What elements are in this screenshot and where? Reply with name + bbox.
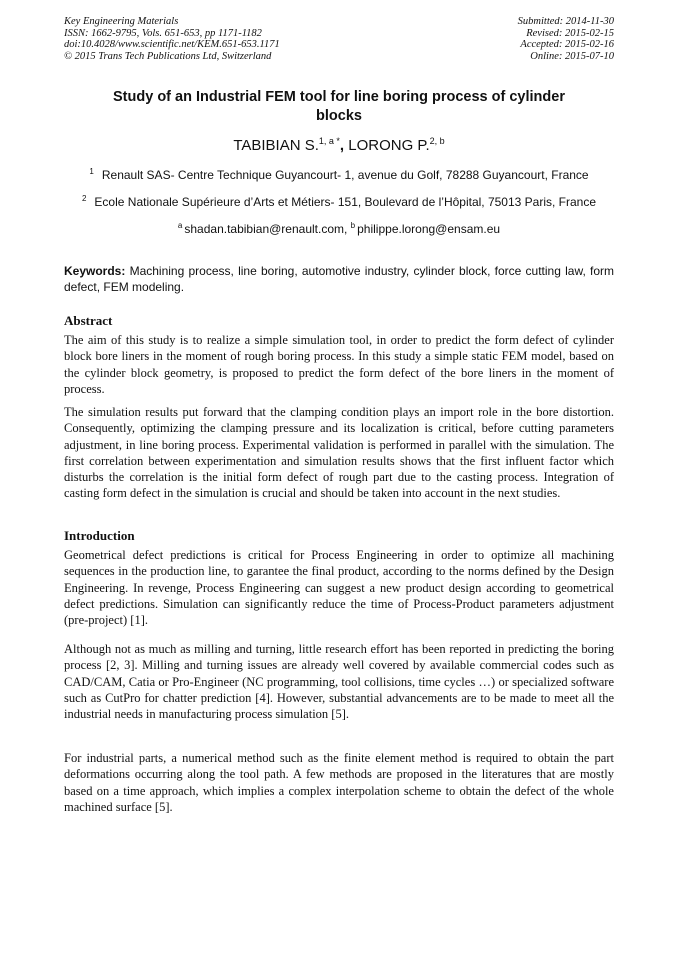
journal-info bbox=[64, 16, 280, 62]
author-separator: , bbox=[339, 137, 349, 154]
introduction-paragraph-2: Although not as much as milling and turning, little research effort has been reported in predicting the boring process [2, 3]. Milling and turning issues are already well covered by available commercial codes such as CAD/CAM, Catia or Pro-Engineer (NC programming, tool collisions, time cycles …) or specialized software such as CutPro for chatter prediction [4]. However, substantial advancements are to be made to meet all the industrial needs in manufacturing process simulation [5]. bbox=[64, 642, 614, 722]
title-line-2: blocks bbox=[316, 108, 362, 124]
affiliation-2 bbox=[64, 195, 614, 210]
email-b-marker: b bbox=[350, 221, 356, 230]
abstract-heading: Abstract bbox=[64, 313, 113, 328]
author-2: LORONG P. bbox=[348, 137, 430, 154]
author-1-affiliation-marker: 1, a * bbox=[318, 136, 340, 146]
introduction-paragraph-1: Geometrical defect predictions is critical for Process Engineering in order to optimize all machining sequences in the production line, to garantee the final product, according to the norms defined by the Design Engineering. In revenge, Process Engineering can suggest a new product design according to geometrical defect predictions. Simulation can significantly reduce the time of Process-Product parameters adjustment (pre-project) [1]. bbox=[64, 548, 614, 628]
introduction-paragraph-3: For industrial parts, a numerical method such as the finite element method is required to obtain the part deformations occurring along the tool path. A few methods are proposed in the literatures that are mostly based on a time approach, which implies a complex interpolation scheme to obtain the defect of the whole machined surface [5]. bbox=[64, 751, 614, 814]
introduction-heading: Introduction bbox=[64, 528, 135, 543]
abstract-paragraph-2: The simulation results put forward that the clamping condition plays an import role in the bore distortion. Consequently, optimizing the clamping pressure and its localization is critical, before cutting parameters adjustment, in line boring process. Experimental validation is performed in parallel with the simulation. The first correlation between experimentation and simulation results shows that the first influent factor which disturbs the correlation is the initial form defect of rough part due to the casting process. Integration of casting form defect in the simulation is crucial and should be taken into account in the next studies. bbox=[64, 405, 614, 501]
publication-dates bbox=[518, 16, 614, 62]
keywords bbox=[64, 263, 614, 295]
author-list bbox=[64, 136, 614, 156]
email-a[interactable]: shadan.tabibian@renault.com, bbox=[184, 222, 351, 236]
author-emails bbox=[64, 222, 614, 237]
email-a-marker: a bbox=[177, 221, 183, 230]
author-2-affiliation-marker: 2, b bbox=[429, 136, 445, 146]
journal-name: Key Engineering Materials bbox=[64, 16, 179, 27]
title-line-1: Study of an Industrial FEM tool for line boring process of cylinder bbox=[113, 89, 565, 105]
abstract-paragraph-1: The aim of this study is to realize a simple simulation tool, in order to predict the form defect of cylinder block bore liners in the moment of rough boring process. In this study a simple static FEM model, based on the cylinder block geometry, is proposed to predict the form defect of the bore liners in the moment of process. bbox=[64, 333, 614, 396]
affiliation-1 bbox=[64, 168, 614, 183]
issn: ISSN: 1662-9795, Vols. 651-653, pp 1171-1182 bbox=[64, 27, 262, 39]
online-date: Online: 2015-07-10 bbox=[530, 50, 614, 62]
affiliation-1-text: Renault SAS- Centre Technique Guyancourt- 1, avenue du Golf, 78288 Guyancourt, France bbox=[101, 168, 589, 182]
affiliation-1-number: 1 bbox=[89, 167, 94, 176]
submitted-date: Submitted: 2014-11-30 bbox=[517, 16, 614, 27]
accepted-date: Accepted: 2015-02-16 bbox=[520, 39, 614, 50]
paper-title bbox=[64, 88, 614, 126]
keywords-label: Keywords: bbox=[64, 264, 126, 278]
email-b[interactable]: philippe.lorong@ensam.eu bbox=[357, 222, 501, 236]
revised-date: Revised: 2015-02-15 bbox=[526, 27, 614, 39]
affiliation-2-number: 2 bbox=[81, 194, 87, 203]
author-1: TABIBIAN S. bbox=[233, 137, 319, 154]
keywords-text: Machining process, line boring, automotive industry, cylinder block, force cutting law, form defect, FEM modeling. bbox=[64, 264, 614, 294]
copyright: © 2015 Trans Tech Publications Ltd, Switzerland bbox=[64, 50, 272, 62]
affiliation-2-text: Ecole Nationale Supérieure d’Arts et Métiers- 151, Boulevard de l’Hôpital, 75013 Paris, France bbox=[94, 195, 597, 209]
doi: doi:10.4028/www.scientific.net/KEM.651-653.1171 bbox=[64, 39, 280, 50]
